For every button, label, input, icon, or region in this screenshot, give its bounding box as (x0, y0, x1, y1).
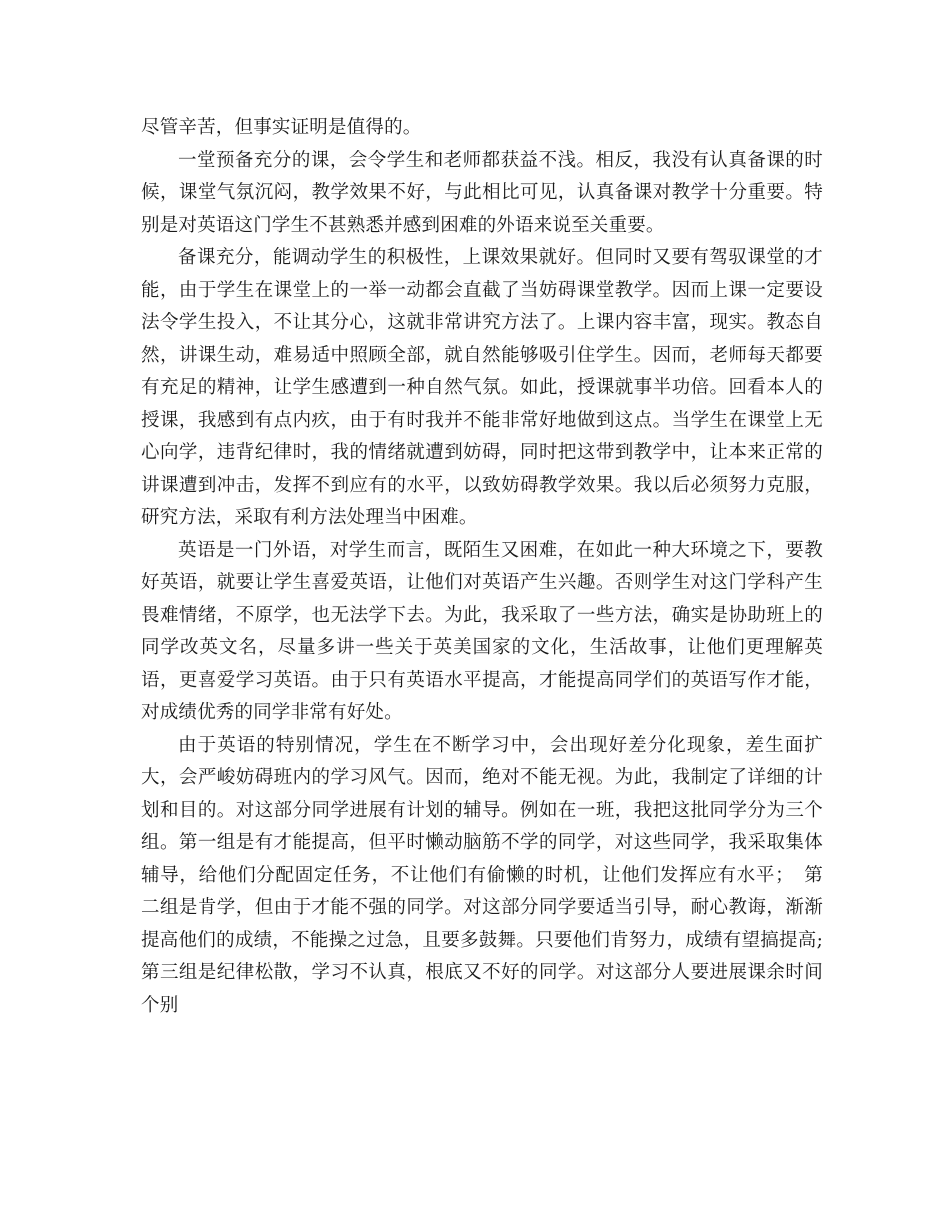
paragraph-4: 英语是一门外语，对学生而言，既陌生又困难，在如此一种大环境之下，要教好英语，就要让学生喜爱英语，让他们对英语产生兴趣。否则学生对这门学科产生畏难情绪，不原学，也无法学下去。为此，我采取了一些方法，确实是协助班上的同学改英文名，尽量多讲一些关于英美国家的文化，生活故事，让他们更理解英语，更喜爱学习英语。由于只有英语水平提高，才能提高同学们的英语写作才能，对成绩优秀的同学非常有好处。 (141, 539, 823, 723)
document-page (141, 112, 823, 1022)
paragraph-2: 一堂预备充分的课，会令学生和老师都获益不浅。相反，我没有认真备课的时候，课堂气氛沉闷，教学效果不好，与此相比可见，认真备课对教学十分重要。特别是对英语这门学生不甚熟悉并感到困难的外语来说至关重要。 (141, 149, 823, 236)
paragraph-5: 由于英语的特别情况，学生在不断学习中，会出现好差分化现象，差生面扩大，会严峻妨碍班内的学习风气。因而，绝对不能无视。为此，我制定了详细的计划和目的。对这部分同学进展有计划的辅导。例如在一班，我把这批同学分为三个组。第一组是有才能提高，但平时懒动脑筋不学的同学，对这些同学，我采取集体辅导，给他们分配固定任务，不让他们有偷懒的时机，让他们发挥应有水平； 第二组是肯学，但由于才能不强的同学。对这部分同学要适当引导，耐心教诲，渐渐提高他们的成绩，不能操之过急，且要多鼓舞。只要他们肯努力，成绩有望搞提高;第三组是纪律松散，学习不认真，根底又不好的同学。对这部分人要进展课余时间个别 (141, 734, 823, 1016)
paragraph-1: 尽管辛苦，但事实证明是值得的。 (141, 117, 422, 138)
paragraph-3: 备课充分，能调动学生的积极性，上课效果就好。但同时又要有驾驭课堂的才能，由于学生在课堂上的一举一动都会直截了当妨碍课堂教学。因而上课一定要设法令学生投入，不让其分心，这就非常讲究方法了。上课内容丰富，现实。教态自然，讲课生动，难易适中照顾全部，就自然能够吸引住学生。因而，老师每天都要有充足的精神，让学生感遭到一种自然气氛。如此，授课就事半功倍。回看本人的授课，我感到有点内疚，由于有时我并不能非常好地做到这点。当学生在课堂上无心向学，违背纪律时，我的情绪就遭到妨碍，同时把这带到教学中，让本来正常的讲课遭到冲击，发挥不到应有的水平，以致妨碍教学效果。我以后必须努力克服，研究方法，采取有利方法处理当中困难。 (141, 247, 823, 528)
